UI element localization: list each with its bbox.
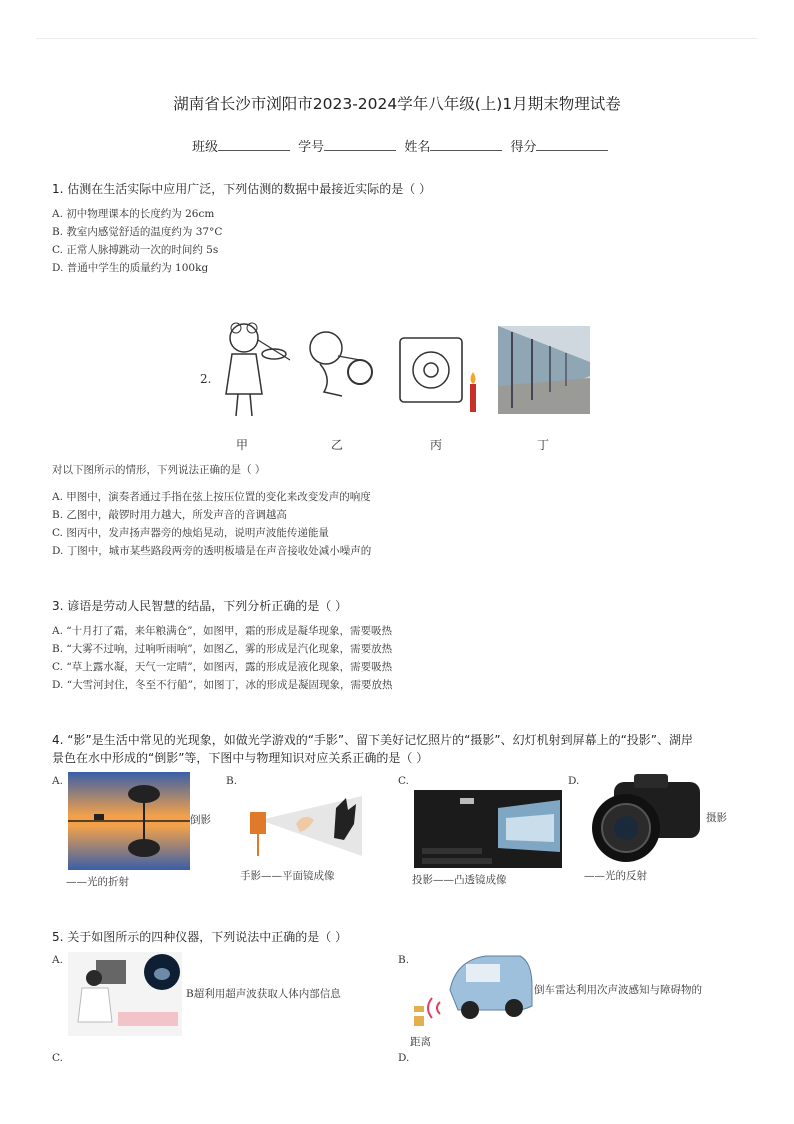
q4-d-caption: ——光的反射 bbox=[584, 870, 647, 882]
q4-c-caption: 投影——凸透镜成像 bbox=[412, 874, 507, 886]
gong-image bbox=[302, 326, 382, 406]
q2-option-b[interactable]: B. 乙图中，敲锣时用力越大，所发声音的音调越高 bbox=[52, 509, 287, 521]
q1-option-d[interactable]: D. 普通中学生的质量约为 100kg bbox=[52, 262, 209, 274]
q4-b-caption: 手影——平面镜成像 bbox=[240, 870, 335, 882]
q4-letter-b[interactable]: B. bbox=[226, 775, 238, 787]
q3-option-a[interactable]: A. “十月打了霜，来年粮满仓”，如图甲，霜的形成是凝华现象，需要吸热 bbox=[52, 625, 392, 637]
score-blank[interactable] bbox=[536, 138, 608, 151]
q1-option-a[interactable]: A. 初中物理课本的长度约为 26cm bbox=[52, 208, 215, 220]
score-label: 得分 bbox=[510, 140, 537, 155]
q4-letter-c[interactable]: C. bbox=[398, 775, 409, 787]
q3-option-d[interactable]: D. “大雪河封住，冬至不行船”，如图丁，冰的形成是凝固现象，需要放热 bbox=[52, 679, 393, 691]
q2-option-d[interactable]: D. 丁图中，城市某些路段两旁的透明板墙是在声音接收处减小噪声的 bbox=[52, 545, 372, 557]
q1-option-b[interactable]: B. 教室内感觉舒适的温度约为 37°C bbox=[52, 226, 223, 238]
ultrasound-image bbox=[68, 952, 182, 1036]
noise-barrier-image bbox=[498, 326, 590, 414]
page-title: 湖南省长沙市浏阳市2023-2024学年八年级(上)1月期末物理试卷 bbox=[173, 95, 621, 113]
q5-stem: 5. 关于如图所示的四种仪器，下列说法中正确的是（ ） bbox=[52, 930, 348, 944]
id-label: 学号 bbox=[298, 140, 325, 155]
label-yi: 乙 bbox=[331, 438, 344, 452]
q4-letter-d[interactable]: D. bbox=[568, 775, 580, 787]
q5-letter-b[interactable]: B. bbox=[398, 954, 410, 966]
projector-room-image bbox=[414, 790, 562, 868]
q2-option-a[interactable]: A. 甲图中，演奏者通过手指在弦上按压位置的变化来改变发声的响度 bbox=[52, 491, 371, 503]
q1-option-c[interactable]: C. 正常人脉搏跳动一次的时间约 5s bbox=[52, 244, 219, 256]
q4-letter-a[interactable]: A. bbox=[52, 775, 63, 787]
q4-d-side-label: 摄影 bbox=[706, 812, 727, 824]
q5-letter-a[interactable]: A. bbox=[52, 954, 63, 966]
top-rule bbox=[36, 38, 758, 39]
label-ding: 丁 bbox=[537, 438, 550, 452]
id-blank[interactable] bbox=[324, 138, 396, 151]
q5-b-text: 倒车雷达利用次声波感知与障碍物的 bbox=[534, 984, 702, 996]
q3-option-c[interactable]: C. “草上露水凝，天气一定晴”，如图丙，露的形成是液化现象，需要吸热 bbox=[52, 661, 393, 673]
class-label: 班级 bbox=[192, 140, 219, 155]
student-info-line bbox=[192, 136, 612, 155]
q2-option-c[interactable]: C. 图丙中，发声扬声器旁的烛焰晃动，说明声波能传递能量 bbox=[52, 527, 329, 539]
class-blank[interactable] bbox=[218, 138, 290, 151]
q4-stem-line2: 景色在水中形成的“倒影”等，下图中与物理知识对应关系正确的是（ ） bbox=[52, 751, 429, 765]
q3-option-b[interactable]: B. “大雾不过响，过响听雨响”，如图乙，雾的形成是汽化现象，需要放热 bbox=[52, 643, 393, 655]
q4-a-caption: ——光的折射 bbox=[66, 876, 129, 888]
q5-b-text2: 距离 bbox=[410, 1036, 431, 1048]
q3-stem: 3. 谚语是劳动人民智慧的结晶，下列分析正确的是（ ） bbox=[52, 599, 348, 613]
q4-a-side-label: 倒影 bbox=[190, 814, 211, 826]
reverse-radar-image bbox=[410, 950, 534, 1030]
hand-shadow-image bbox=[244, 790, 376, 862]
label-bing: 丙 bbox=[430, 438, 443, 452]
q2-stem: 对以下图所示的情形，下列说法正确的是（ ） bbox=[52, 464, 266, 476]
name-blank[interactable] bbox=[430, 138, 502, 151]
q5-a-text: B超利用超声波获取人体内部信息 bbox=[186, 988, 341, 1000]
q5-letter-c[interactable]: C. bbox=[52, 1052, 63, 1064]
q4-stem-line1: 4. “影”是生活中常见的光现象，如做光学游戏的“手影”、留下美好记忆照片的“摄影”、幻灯机射到屏幕上的“投影”、湖岸 bbox=[52, 733, 694, 747]
speaker-candle-image bbox=[398, 334, 484, 416]
label-jia: 甲 bbox=[236, 438, 249, 452]
q2-number: 2. bbox=[200, 372, 212, 386]
camera-image bbox=[586, 772, 706, 864]
q1-stem: 1. 估测在生活实际中应用广泛，下列估测的数据中最接近实际的是（ ） bbox=[52, 182, 432, 196]
violinist-image bbox=[214, 314, 294, 424]
q5-letter-d[interactable]: D. bbox=[398, 1052, 410, 1064]
name-label: 姓名 bbox=[404, 140, 431, 155]
reflection-image bbox=[68, 772, 190, 870]
